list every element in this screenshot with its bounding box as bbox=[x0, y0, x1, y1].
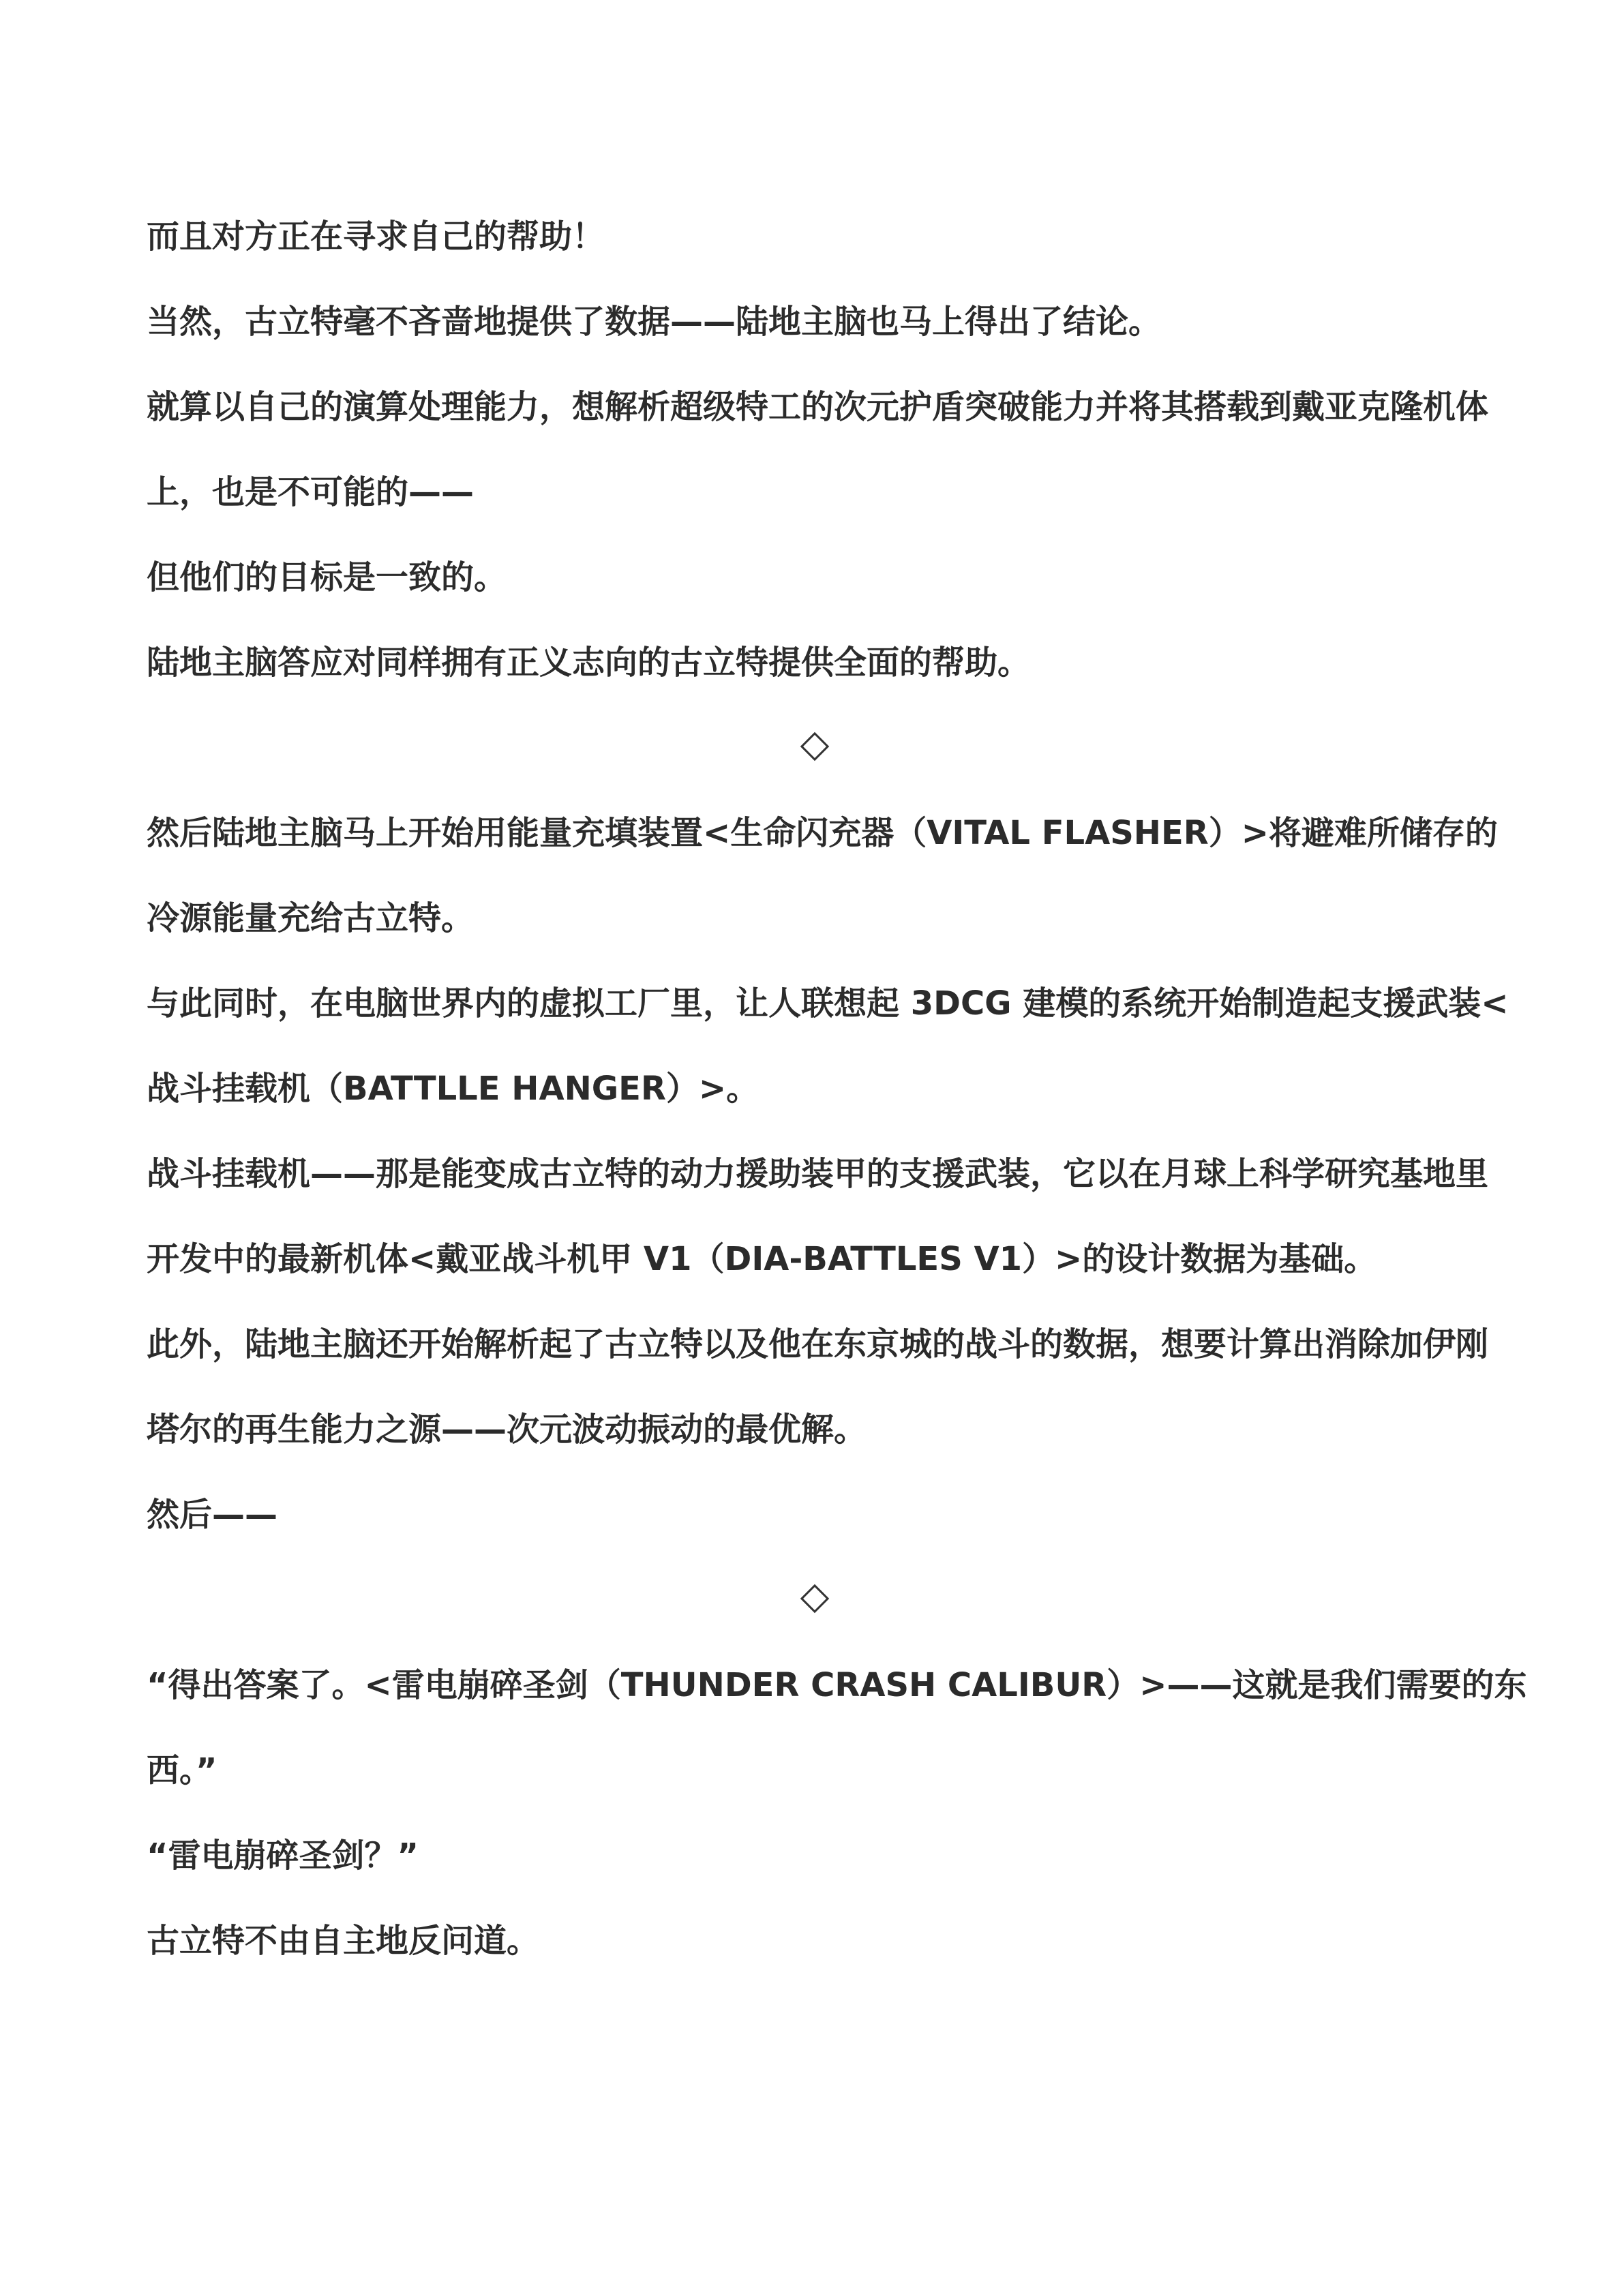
diamond-divider-icon bbox=[800, 732, 829, 761]
paragraph-line: 战斗挂载机——那是能变成古立特的动力援助装甲的支援武装，它以在月球上科学研究基地里 bbox=[147, 1155, 1489, 1193]
paragraph-line: 当然，古立特毫不吝啬地提供了数据——陆地主脑也马上得出了结论。 bbox=[147, 303, 1162, 341]
paragraph-line: 塔尔的再生能力之源——次元波动振动的最优解。 bbox=[147, 1410, 867, 1449]
paragraph-line: 与此同时，在电脑世界内的虚拟工厂里，让人联想起 3DCG 建模的系统开始制造起支援武装< bbox=[147, 984, 1509, 1023]
paragraph-line: 此外，陆地主脑还开始解析起了古立特以及他在东京城的战斗的数据，想要计算出消除加伊刚 bbox=[147, 1325, 1489, 1363]
dialogue-line: 西。” bbox=[147, 1751, 217, 1789]
dialogue-line: “雷电崩碎圣剑？” bbox=[147, 1837, 419, 1875]
paragraph-line: 冷源能量充给古立特。 bbox=[147, 899, 475, 937]
paragraph-line: 就算以自己的演算处理能力，想解析超级特工的次元护盾突破能力并将其搭载到戴亚克隆机体 bbox=[147, 388, 1489, 426]
paragraph-line: 上，也是不可能的—— bbox=[147, 473, 475, 511]
section-divider bbox=[147, 724, 1483, 809]
paragraph-line: 而且对方正在寻求自己的帮助！ bbox=[147, 217, 605, 256]
section-divider bbox=[147, 1576, 1483, 1661]
paragraph-line: 然后—— bbox=[147, 1496, 278, 1534]
dialogue-line: “得出答案了。<雷电崩碎圣剑（THUNDER CRASH CALIBUR）>——这就是我们需要的东 bbox=[147, 1666, 1527, 1704]
document-body bbox=[147, 213, 1527, 2002]
paragraph-line: 战斗挂载机（BATTLLE HANGER）>。 bbox=[147, 1070, 760, 1108]
paragraph-line: 陆地主脑答应对同样拥有正义志向的古立特提供全面的帮助。 bbox=[147, 644, 1031, 682]
paragraph-line: 然后陆地主脑马上开始用能量充填装置<生命闪充器（VITAL FLASHER）>将避难所储存的 bbox=[147, 814, 1498, 852]
paragraph-line: 古立特不由自主地反问道。 bbox=[147, 1922, 540, 1960]
paragraph-line: 开发中的最新机体<戴亚战斗机甲 V1（DIA-BATTLES V1）>的设计数据为基础。 bbox=[147, 1240, 1377, 1278]
diamond-divider-icon bbox=[800, 1584, 829, 1613]
paragraph-line: 但他们的目标是一致的。 bbox=[147, 558, 507, 596]
